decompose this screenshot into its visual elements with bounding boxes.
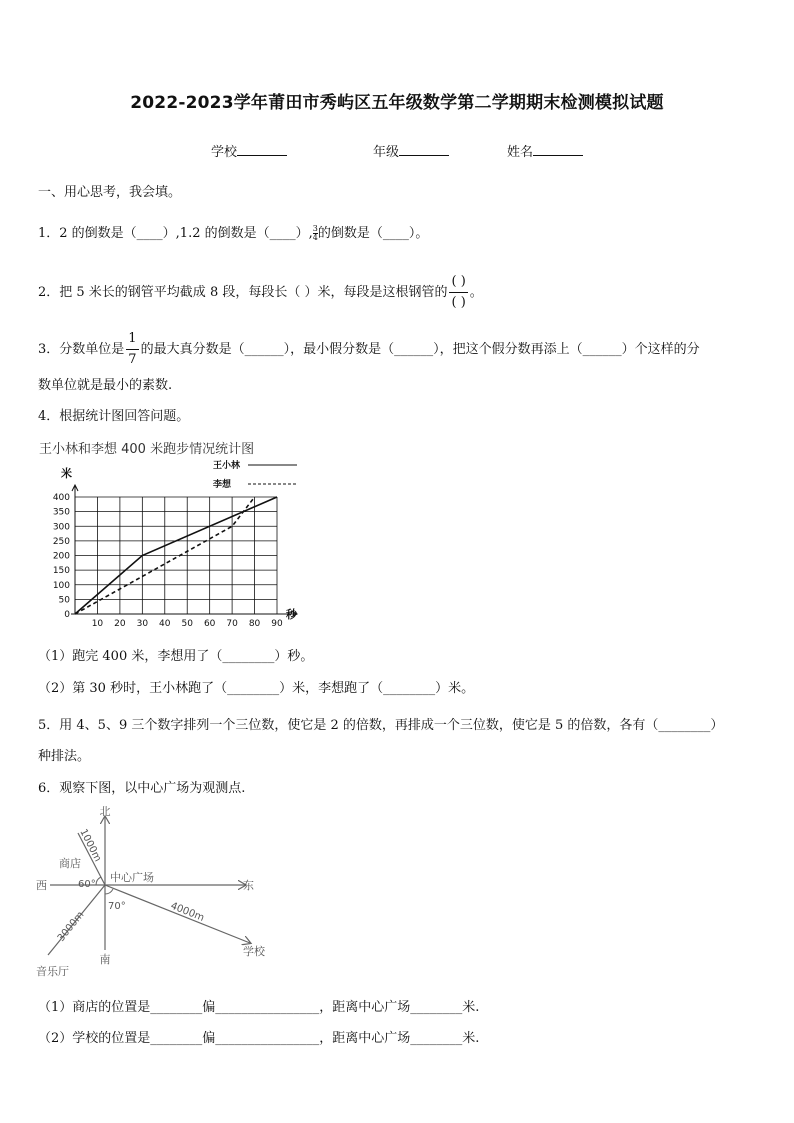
y-tick-label: 300 (52, 522, 70, 533)
shop-distance-label: 1000m (77, 827, 104, 864)
question-6-part-2: （2）学校的位置是________偏________________，距离中心广场________米. (38, 1031, 480, 1046)
q3-frac-num: 1 (126, 329, 138, 350)
question-2 (38, 272, 483, 313)
school-blank[interactable] (237, 143, 287, 156)
question-4-part-2: （2）第 30 秒时，王小林跑了（________）米，李想跑了（________）米。 (38, 681, 475, 696)
q1-frac-den: 4 (312, 233, 318, 242)
question-6-part-1: （1）商店的位置是________偏________________，距离中心广场________米. (38, 1000, 480, 1015)
q1-text-b: 的倒数是（____）。 (317, 226, 429, 241)
y-axis-label: 米 (61, 467, 72, 480)
q1-frac-num: 3 (312, 224, 318, 233)
school-distance-label: 4000m (168, 900, 206, 924)
q3-frac-den: 7 (128, 352, 137, 367)
name-blank[interactable] (533, 143, 583, 156)
q3-text-a: 3．分数单位是 (38, 342, 125, 357)
y-tick-label: 250 (52, 536, 70, 547)
question-4: 4．根据统计图回答问题。 (38, 409, 190, 424)
legend-label-2: 李想 (213, 480, 232, 490)
east-label: 东 (243, 879, 254, 892)
x-tick-label: 30 (136, 619, 149, 629)
x-tick-label: 10 (91, 619, 104, 629)
x-tick-label: 50 (181, 619, 193, 629)
q2-frac-num: ( ) (449, 272, 467, 293)
x-tick-label: 40 (159, 619, 171, 629)
legend-label-1: 王小林 (213, 461, 241, 471)
south-label: 南 (99, 953, 111, 966)
center-label: 中心广场 (110, 871, 154, 884)
grade-label: 年级 (373, 145, 400, 160)
west-label: 西 (36, 879, 47, 892)
concert-distance-label: 3000m (55, 909, 87, 944)
x-axis-label: 秒 (286, 608, 297, 621)
q3-fraction (126, 329, 138, 370)
q2-fraction (449, 272, 467, 313)
run-chart (35, 432, 335, 632)
page-title: 2022-2023学年莆田市秀屿区五年级数学第二学期期末检测模拟试题 (130, 93, 664, 113)
shop-angle-arc (96, 877, 101, 885)
shop-label: 商店 (59, 857, 81, 870)
school-angle-label: 70° (108, 901, 126, 912)
q2-frac-den: ( ) (451, 295, 466, 310)
grade-blank[interactable] (399, 143, 449, 156)
x-tick-label: 20 (114, 619, 126, 629)
q1-text-a: 1．2 的倒数是（____）,1.2 的倒数是（____）, (38, 226, 313, 241)
school-label: 学校 (243, 945, 265, 958)
y-tick-label: 0 (64, 610, 70, 620)
y-tick-label: 100 (52, 580, 70, 591)
y-tick-label: 350 (52, 507, 70, 518)
name-field (507, 141, 583, 160)
question-5: 5．用 4、5、9 三个数字排列一个三位数，使它是 2 的倍数，再排成一个三位数，使它是 5 的倍数，各有（________） (38, 718, 724, 733)
school-angle-arc (105, 889, 113, 894)
section-heading: 一、用心思考，我会填。 (38, 185, 182, 200)
shop-angle-label: 60° (78, 879, 96, 890)
x-tick-label: 80 (248, 619, 261, 629)
q3-text-b: 的最大真分数是（______），最小假分数是（______），把这个假分数再添上（______）个这样的分 (140, 342, 700, 357)
direction-map (30, 805, 290, 980)
concert-label: 音乐厅 (36, 965, 69, 978)
question-5-line2: 种排法。 (38, 749, 91, 764)
question-6: 6．观察下图，以中心广场为观测点. (38, 781, 246, 796)
q2-text-b: 。 (469, 285, 483, 300)
question-3 (38, 329, 700, 370)
question-1 (38, 222, 428, 242)
y-tick-label: 200 (52, 551, 70, 562)
north-label: 北 (99, 805, 111, 818)
question-3-line2: 数单位就是最小的素数. (38, 378, 173, 393)
x-tick-label: 60 (203, 619, 216, 629)
question-4-part-1: （1）跑完 400 米，李想用了（________）秒。 (38, 649, 314, 664)
name-label: 姓名 (507, 145, 534, 160)
chart-title: 王小林和李想 400 米跑步情况统计图 (39, 442, 255, 457)
y-tick-label: 400 (52, 493, 70, 503)
x-tick-label: 90 (271, 619, 283, 629)
x-tick-label: 70 (226, 619, 238, 629)
school-label: 学校 (211, 145, 238, 160)
y-tick-label: 150 (52, 566, 70, 577)
y-tick-label: 50 (58, 595, 70, 606)
grade-field (373, 141, 449, 160)
school-field (211, 141, 287, 160)
q2-text-a: 2．把 5 米长的钢管平均截成 8 段，每段长（ ）米，每段是这根钢管的 (38, 285, 448, 300)
